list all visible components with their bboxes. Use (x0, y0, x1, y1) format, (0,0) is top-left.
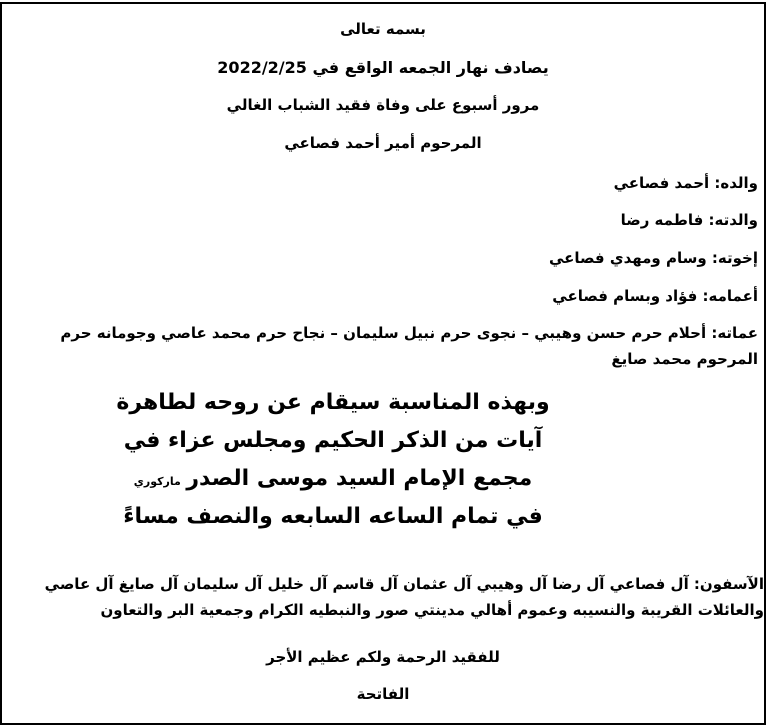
aunts-paragraph: عماته: أحلام حرم حسن وهيبي – نجوى حرم نبيل سليمان – نجاح حرم محمد عاصي وجومانه حرم المرحوم محمد صايغ (60, 324, 758, 368)
uncles-line: أعمامه: فؤاد وبسام فصاعي (552, 287, 758, 305)
venue-location: ماركوري (133, 475, 181, 488)
mother-line: والدته: فاطمه رضا (620, 211, 758, 229)
announcement-line-4: في تمام الساعه السابعه والنصف مساءً (123, 504, 543, 529)
announcement-line-1: وبهذه المناسبة سيقام عن روحه لطاهرة (116, 390, 550, 415)
deceased-name: المرحوم أمير أحمد فصاعي (284, 134, 482, 152)
condolence-line: للفقيد الرحمة ولكم عظيم الأجر (266, 648, 500, 666)
announcement-line-2: آيات من الذكر الحكيم ومجلس عزاء في (123, 428, 543, 453)
fatiha-line: الفاتحة (356, 685, 410, 703)
venue-name: مجمع الإمام السيد موسى الصدر (186, 466, 533, 491)
announcement-line-3 (0, 466, 716, 491)
father-line: والده: أحمد فصاعي (613, 174, 758, 192)
date-line: يصادف نهار الجمعه الواقع في 2022/2/25 (217, 58, 549, 77)
bismihi-heading: بسمه تعالى (340, 20, 426, 38)
brothers-line: إخوته: وسام ومهدي فصاعي (548, 249, 758, 267)
mourners-paragraph: الآسفون: آل فصاعي آل رضا آل وهيبي آل عثمان آل قاسم آل خليل آل سليمان آل صايغ آل عاصي والعائلات القريبة والنسيبه وعموم أهالي مدينتي صور والنبطيه الكرام وجمعية البر والتعاون (44, 575, 764, 619)
occasion-line: مرور أسبوع على وفاة فقيد الشباب الغالي (226, 96, 540, 114)
